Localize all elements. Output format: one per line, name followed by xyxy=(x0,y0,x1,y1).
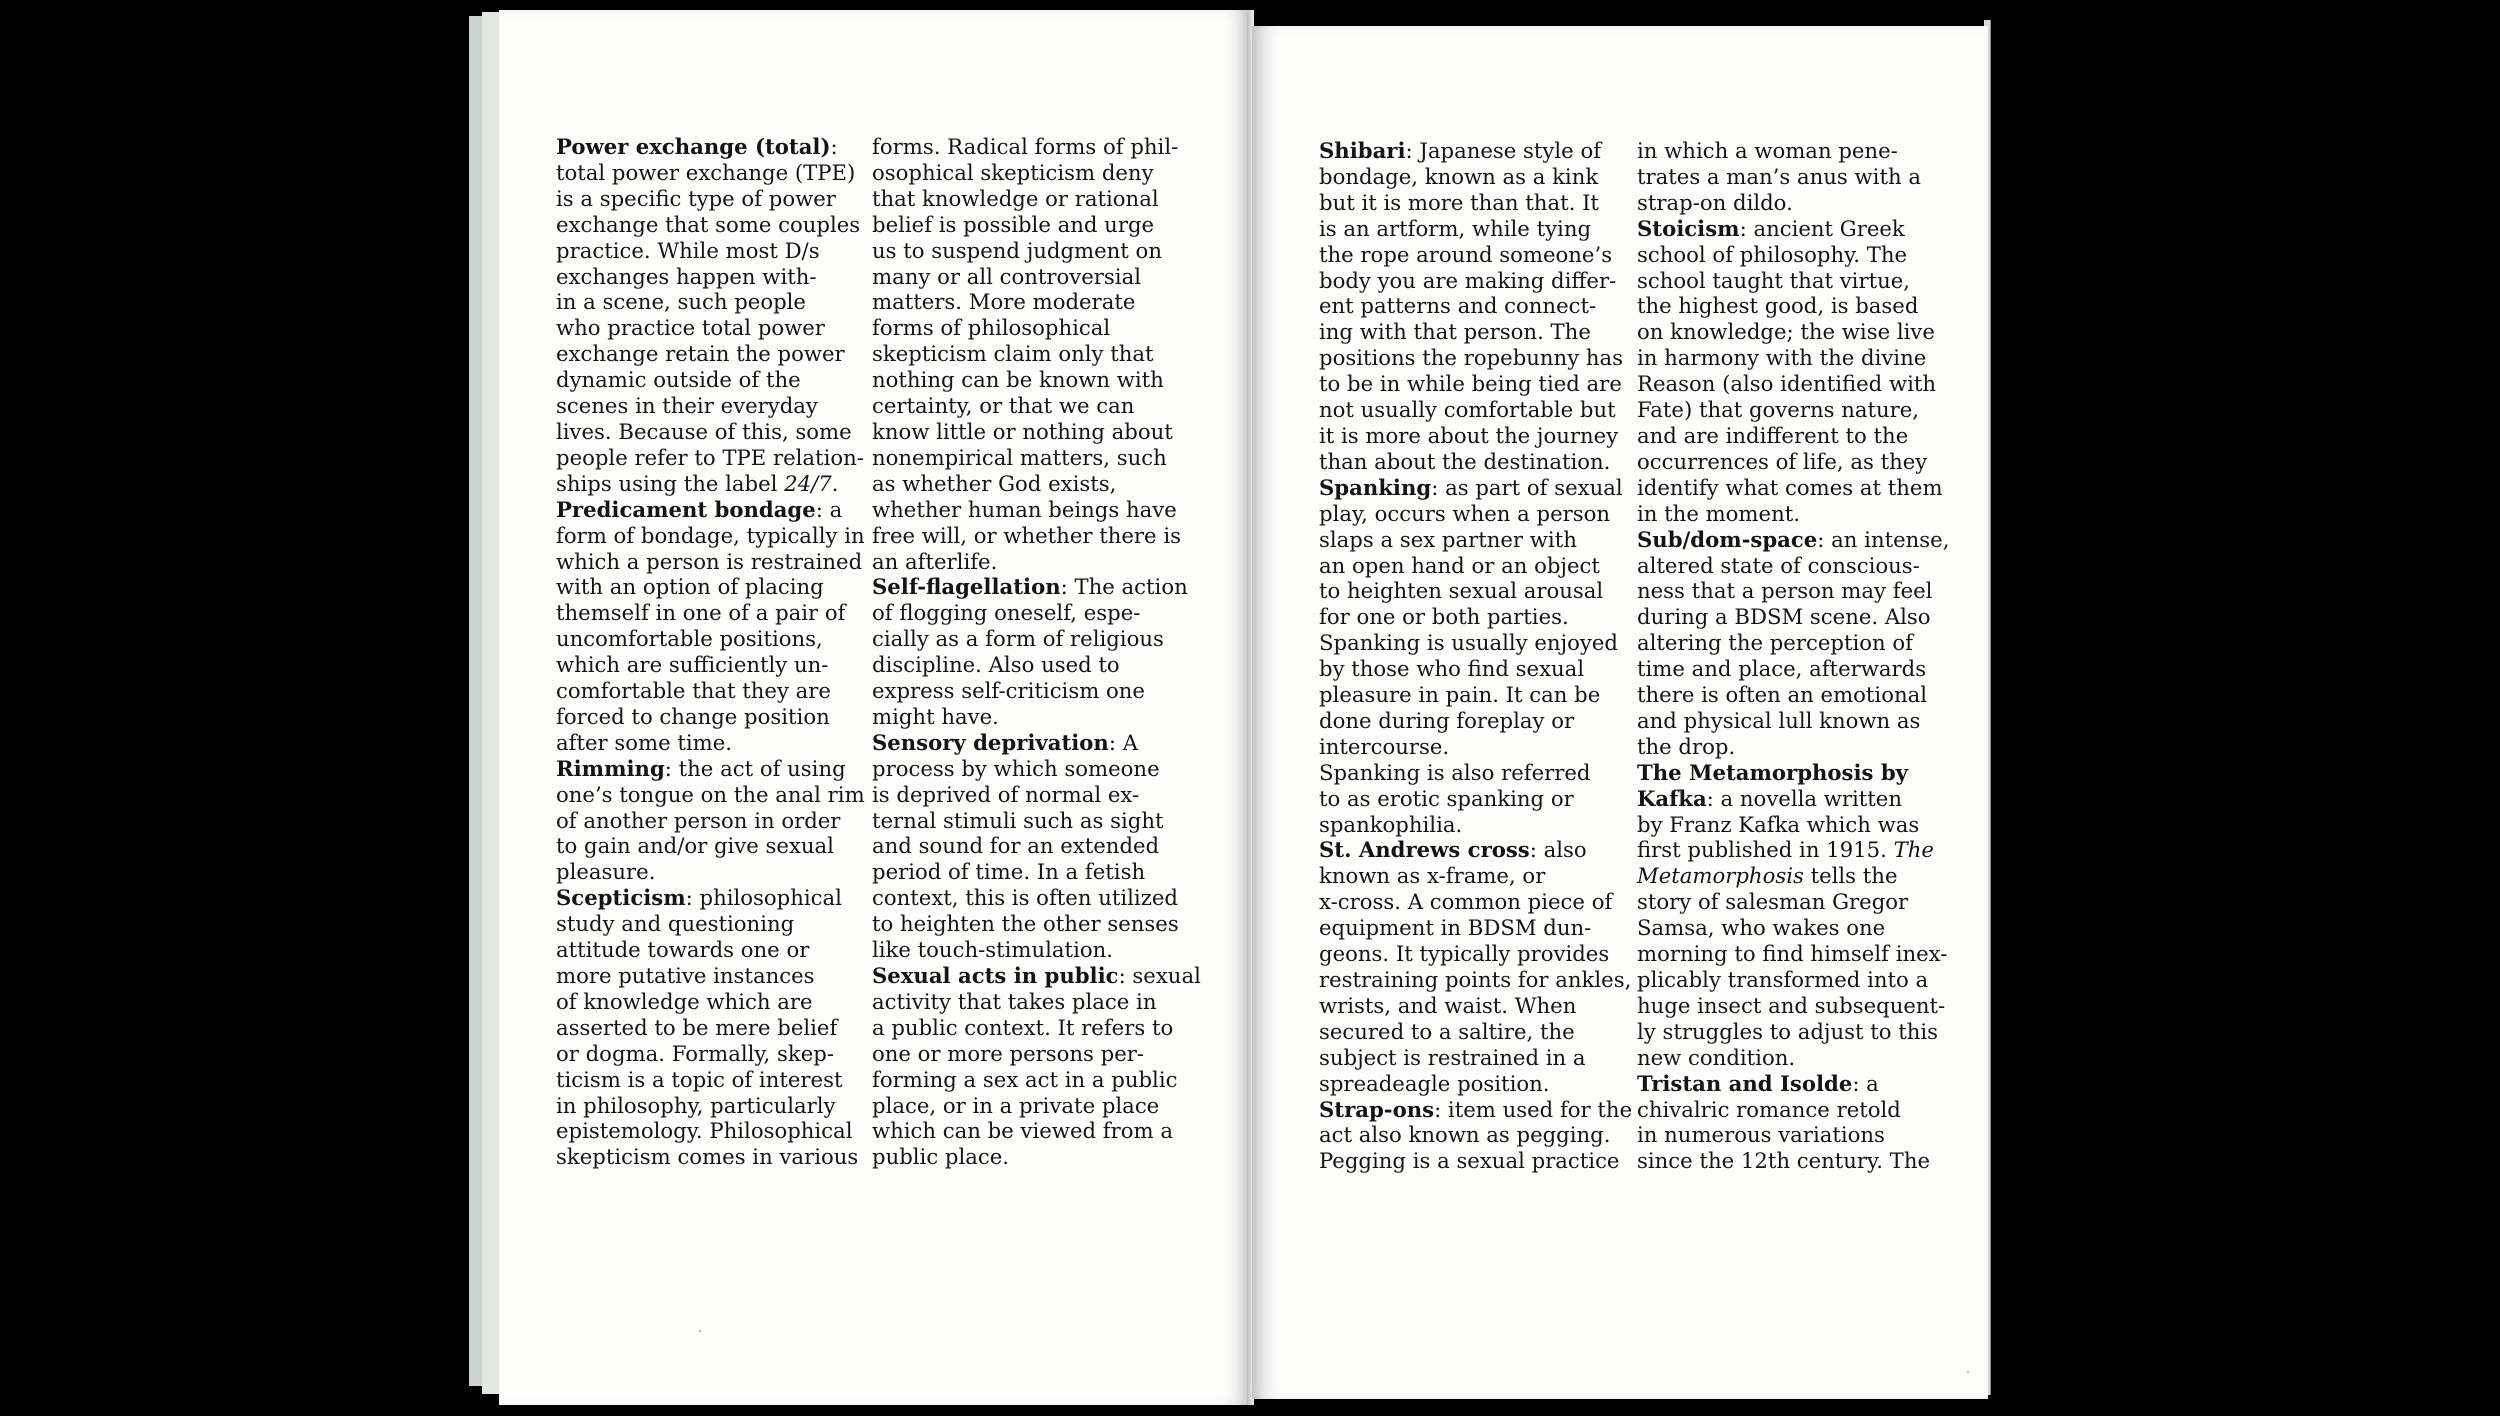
text-line: which are sufficiently un- xyxy=(556,652,829,678)
text-line: ticism is a topic of interest xyxy=(556,1066,843,1092)
text-line: comfortable that they are xyxy=(556,678,831,704)
text-line: to heighten sexual arousal xyxy=(1319,578,1604,604)
text-line: attitude towards one or xyxy=(556,937,810,963)
text-line: one or more persons per- xyxy=(872,1040,1145,1066)
text-line: osophical skepticism deny xyxy=(872,159,1154,185)
text-line: new condition. xyxy=(1637,1044,1796,1070)
text-line: strap-on dildo. xyxy=(1637,189,1793,215)
text-line: of knowledge which are xyxy=(556,988,813,1014)
text-line: exchanges happen with- xyxy=(556,263,817,289)
text-line: know little or nothing about xyxy=(872,418,1173,444)
text-line: and sound for an extended xyxy=(872,833,1160,859)
text-line: equipment in BDSM dun- xyxy=(1319,915,1592,941)
text-line: free will, or whether there is xyxy=(872,522,1181,548)
text-line: Metamorphosis tells the xyxy=(1637,863,1898,889)
text-line: Tristan and Isolde: a xyxy=(1637,1070,1879,1096)
text-line: Rimming: the act of using xyxy=(556,755,846,781)
text-line: ness that a person may feel xyxy=(1637,578,1933,604)
text-line: ly struggles to adjust to this xyxy=(1637,1018,1939,1044)
term-heading: Stoicism xyxy=(1637,215,1740,241)
text-line: act also known as pegging. xyxy=(1319,1122,1611,1148)
text-line: spankophilia. xyxy=(1319,811,1463,837)
text-line: of flogging oneself, espe- xyxy=(872,600,1141,626)
text-line: Stoicism: ancient Greek xyxy=(1637,215,1905,241)
term-heading: Tristan and Isolde xyxy=(1637,1070,1853,1096)
text-line: plicably transformed into a xyxy=(1637,967,1929,992)
text-line: people refer to TPE relation- xyxy=(556,444,864,470)
column-4 xyxy=(1637,138,1950,1174)
text-line: express self-criticism one xyxy=(872,678,1145,704)
text-line: total power exchange (TPE) xyxy=(556,159,856,185)
text-line: Sensory deprivation: A xyxy=(872,729,1139,755)
text-line: scenes in their everyday xyxy=(556,393,818,419)
text-line: pleasure. xyxy=(556,859,656,885)
text-line: play, occurs when a person xyxy=(1319,500,1611,526)
text-line: and physical lull known as xyxy=(1637,707,1921,733)
term-heading: Shibari xyxy=(1319,138,1406,163)
text-line: dynamic outside of the xyxy=(556,367,801,393)
text-line: themself in one of a pair of xyxy=(556,600,846,626)
text-line: Samsa, who wakes one xyxy=(1637,915,1886,941)
text-line: practice. While most D/s xyxy=(556,237,820,263)
text-line: identify what comes at them xyxy=(1637,474,1943,500)
text-line: story of salesman Gregor xyxy=(1637,889,1909,915)
text-line: Reason (also identified with xyxy=(1637,371,1937,397)
text-line: in which a woman pene- xyxy=(1637,138,1898,163)
term-heading: St. Andrews cross xyxy=(1319,837,1530,863)
text-line: to heighten the other senses xyxy=(872,911,1179,937)
text-line: secured to a saltire, the xyxy=(1319,1018,1575,1044)
text-line: known as x-frame, or xyxy=(1319,863,1546,889)
italic-text: The xyxy=(1893,837,1934,863)
text-line: place, or in a private place xyxy=(872,1092,1160,1118)
left-page xyxy=(499,10,1250,1405)
text-line: of another person in order xyxy=(556,807,841,833)
text-line: ships using the label 24/7. xyxy=(556,470,839,496)
text-line: to be in while being tied are xyxy=(1319,371,1622,397)
column-1 xyxy=(556,134,864,1170)
text-line: forms. Radical forms of phil- xyxy=(872,134,1179,159)
text-line: might have. xyxy=(872,703,999,729)
text-line: subject is restrained in a xyxy=(1319,1044,1586,1070)
text-line: pleasure in pain. It can be xyxy=(1319,682,1601,708)
column-3 xyxy=(1319,138,1633,1174)
text-line: intercourse. xyxy=(1319,733,1450,759)
text-line: skepticism comes in various xyxy=(556,1144,859,1170)
text-line: Predicament bondage: a xyxy=(556,496,843,522)
term-heading: Sub/dom-space xyxy=(1637,526,1818,552)
term-heading: Sexual acts in public xyxy=(872,963,1119,988)
text-line: in a scene, such people xyxy=(556,289,806,315)
text-line: Sexual acts in public: sexual xyxy=(872,963,1201,988)
text-line: Spanking is usually enjoyed xyxy=(1319,630,1618,656)
text-line: matters. More moderate xyxy=(872,289,1136,315)
text-line: Self-flagellation: The action xyxy=(872,574,1188,600)
italic-text: Metamorphosis xyxy=(1637,863,1804,889)
text-line: to gain and/or give sexual xyxy=(556,833,834,859)
text-line: exchange retain the power xyxy=(556,341,845,367)
text-line: in harmony with the divine xyxy=(1637,345,1927,371)
text-line: belief is possible and urge xyxy=(872,211,1155,237)
text-line: more putative instances xyxy=(556,963,815,988)
right-page xyxy=(1252,26,1988,1399)
text-line: process by which someone xyxy=(872,755,1160,781)
text-line: time and place, afterwards xyxy=(1637,656,1927,682)
text-line: Sub/dom-space: an intense, xyxy=(1637,526,1950,552)
text-line: x-cross. A common piece of xyxy=(1319,889,1613,915)
text-line: than about the destination. xyxy=(1319,448,1611,474)
text-line: bondage, known as a kink xyxy=(1319,163,1599,189)
text-line: public place. xyxy=(872,1144,1010,1170)
text-line: many or all controversial xyxy=(872,263,1141,289)
term-heading: Kafka xyxy=(1637,785,1707,811)
text-line: is an artform, while tying xyxy=(1319,215,1592,241)
text-line: uncomfortable positions, xyxy=(556,626,823,652)
text-line: but it is more than that. It xyxy=(1319,189,1599,215)
text-line: school of philosophy. The xyxy=(1637,241,1908,267)
term-heading: Power exchange (total) xyxy=(556,134,831,159)
text-line: like touch-stimulation. xyxy=(872,937,1113,963)
term-heading: The Metamorphosis by xyxy=(1637,759,1908,785)
text-line: to as erotic spanking or xyxy=(1319,785,1574,811)
page-speck xyxy=(1967,1371,1969,1373)
text-line: skepticism claim only that xyxy=(872,341,1154,367)
text-line: or dogma. Formally, skep- xyxy=(556,1040,834,1066)
text-line: form of bondage, typically in xyxy=(556,522,865,548)
text-line: whether human beings have xyxy=(872,496,1177,522)
term-heading: Spanking xyxy=(1319,474,1432,500)
text-line: positions the ropebunny has xyxy=(1319,345,1624,371)
text-line: first published in 1915. The xyxy=(1637,837,1934,863)
text-line: asserted to be mere belief xyxy=(556,1014,838,1040)
text-line: a public context. It refers to xyxy=(872,1014,1174,1040)
text-line: St. Andrews cross: also xyxy=(1319,837,1587,863)
text-line: nonempirical matters, such xyxy=(872,444,1167,470)
text-line: occurrences of life, as they xyxy=(1637,448,1928,474)
text-line: by Franz Kafka which was xyxy=(1637,811,1920,837)
text-line: Kafka: a novella written xyxy=(1637,785,1902,811)
text-line: forms of philosophical xyxy=(872,315,1111,341)
text-line: Shibari: Japanese style of xyxy=(1319,138,1602,163)
text-line: and are indifferent to the xyxy=(1637,422,1909,448)
text-line: altered state of conscious- xyxy=(1637,552,1920,578)
text-line: Scepticism: philosophical xyxy=(556,885,842,911)
text-line: restraining points for ankles, xyxy=(1319,967,1632,992)
text-line: wrists, and waist. When xyxy=(1319,992,1577,1018)
text-line: is deprived of normal ex- xyxy=(872,781,1140,807)
italic-text: 24/7 xyxy=(784,470,832,496)
text-line: certainty, or that we can xyxy=(872,393,1135,419)
text-line: school taught that virtue, xyxy=(1637,267,1911,293)
text-line: Spanking is also referred xyxy=(1319,759,1591,785)
text-line: after some time. xyxy=(556,729,733,755)
text-line: Spanking: as part of sexual xyxy=(1319,474,1623,500)
text-line: on knowledge; the wise live xyxy=(1637,319,1935,345)
term-heading: Predicament bondage xyxy=(556,496,816,522)
text-line: in the moment. xyxy=(1637,500,1800,526)
term-heading: Rimming xyxy=(556,755,665,781)
text-line xyxy=(1637,760,1945,786)
text-line: with an option of placing xyxy=(556,574,824,600)
text-line: ternal stimuli such as sight xyxy=(872,807,1164,833)
text-line: which a person is restrained xyxy=(556,548,863,574)
text-line: for one or both parties. xyxy=(1319,604,1569,630)
term-heading: Strap-ons xyxy=(1319,1096,1435,1122)
text-line: geons. It typically provides xyxy=(1319,941,1610,967)
text-line: forming a sex act in a public xyxy=(872,1066,1178,1092)
text-line: during a BDSM scene. Also xyxy=(1637,604,1931,630)
text-line: huge insect and subsequent- xyxy=(1637,992,1946,1018)
text-line: morning to find himself inex- xyxy=(1637,941,1948,967)
text-line: ent patterns and connect- xyxy=(1319,293,1597,319)
text-line: an afterlife. xyxy=(872,548,998,574)
text-line: the highest good, is based xyxy=(1637,293,1919,319)
text-line: Fate) that governs nature, xyxy=(1637,397,1920,423)
text-line: not usually comfortable but xyxy=(1319,397,1616,423)
text-line: epistemology. Philosophical xyxy=(556,1118,853,1144)
text-line: an open hand or an object xyxy=(1319,552,1600,578)
text-line: body you are making differ- xyxy=(1319,267,1617,293)
text-line: by those who find sexual xyxy=(1319,656,1585,682)
text-line: nothing can be known with xyxy=(872,367,1164,393)
text-line: study and questioning xyxy=(556,911,795,937)
text-line: one’s tongue on the anal rim xyxy=(556,781,865,807)
text-line: altering the perception of xyxy=(1637,630,1913,656)
text-line: there is often an emotional xyxy=(1637,682,1928,708)
text-line: slaps a sex partner with xyxy=(1319,526,1577,552)
text-line: the rope around someone’s xyxy=(1319,241,1613,267)
text-line: ing with that person. The xyxy=(1319,319,1591,345)
text-line: in numerous variations xyxy=(1637,1122,1885,1148)
term-heading: Self-flagellation xyxy=(872,574,1061,600)
text-line: cially as a form of religious xyxy=(872,626,1164,652)
page-speck xyxy=(699,1330,701,1332)
text-line: is a specific type of power xyxy=(556,185,836,211)
text-line: done during foreplay or xyxy=(1319,707,1575,733)
text-line: that knowledge or rational xyxy=(872,185,1159,211)
text-line: Pegging is a sexual practice xyxy=(1319,1148,1620,1174)
text-line: us to suspend judgment on xyxy=(872,237,1162,263)
text-line: which can be viewed from a xyxy=(872,1118,1173,1144)
text-line: activity that takes place in xyxy=(872,988,1157,1014)
text-line: trates a man’s anus with a xyxy=(1637,163,1921,189)
text-line: who practice total power xyxy=(556,315,825,341)
term-heading: Scepticism xyxy=(556,885,686,911)
text-line: lives. Because of this, some xyxy=(556,418,852,444)
text-line: the drop. xyxy=(1637,733,1736,759)
text-line: as whether God exists, xyxy=(872,470,1117,496)
text-line: forced to change position xyxy=(556,703,830,729)
text-line: Strap-ons: item used for the xyxy=(1319,1096,1633,1122)
text-line: context, this is often utilized xyxy=(872,885,1178,911)
text-line: in philosophy, particularly xyxy=(556,1092,836,1118)
text-line: it is more about the journey xyxy=(1319,422,1619,448)
text-line: discipline. Also used to xyxy=(872,652,1120,678)
column-2 xyxy=(872,134,1201,1170)
text-line: since the 12th century. The xyxy=(1637,1148,1931,1174)
text-line: exchange that some couples xyxy=(556,211,861,237)
text-line: spreadeagle position. xyxy=(1319,1070,1550,1096)
term-heading: Sensory deprivation xyxy=(872,729,1109,755)
text-line: chivalric romance retold xyxy=(1637,1096,1901,1122)
text-line: Power exchange (total): xyxy=(556,134,838,159)
text-line: period of time. In a fetish xyxy=(872,859,1146,885)
